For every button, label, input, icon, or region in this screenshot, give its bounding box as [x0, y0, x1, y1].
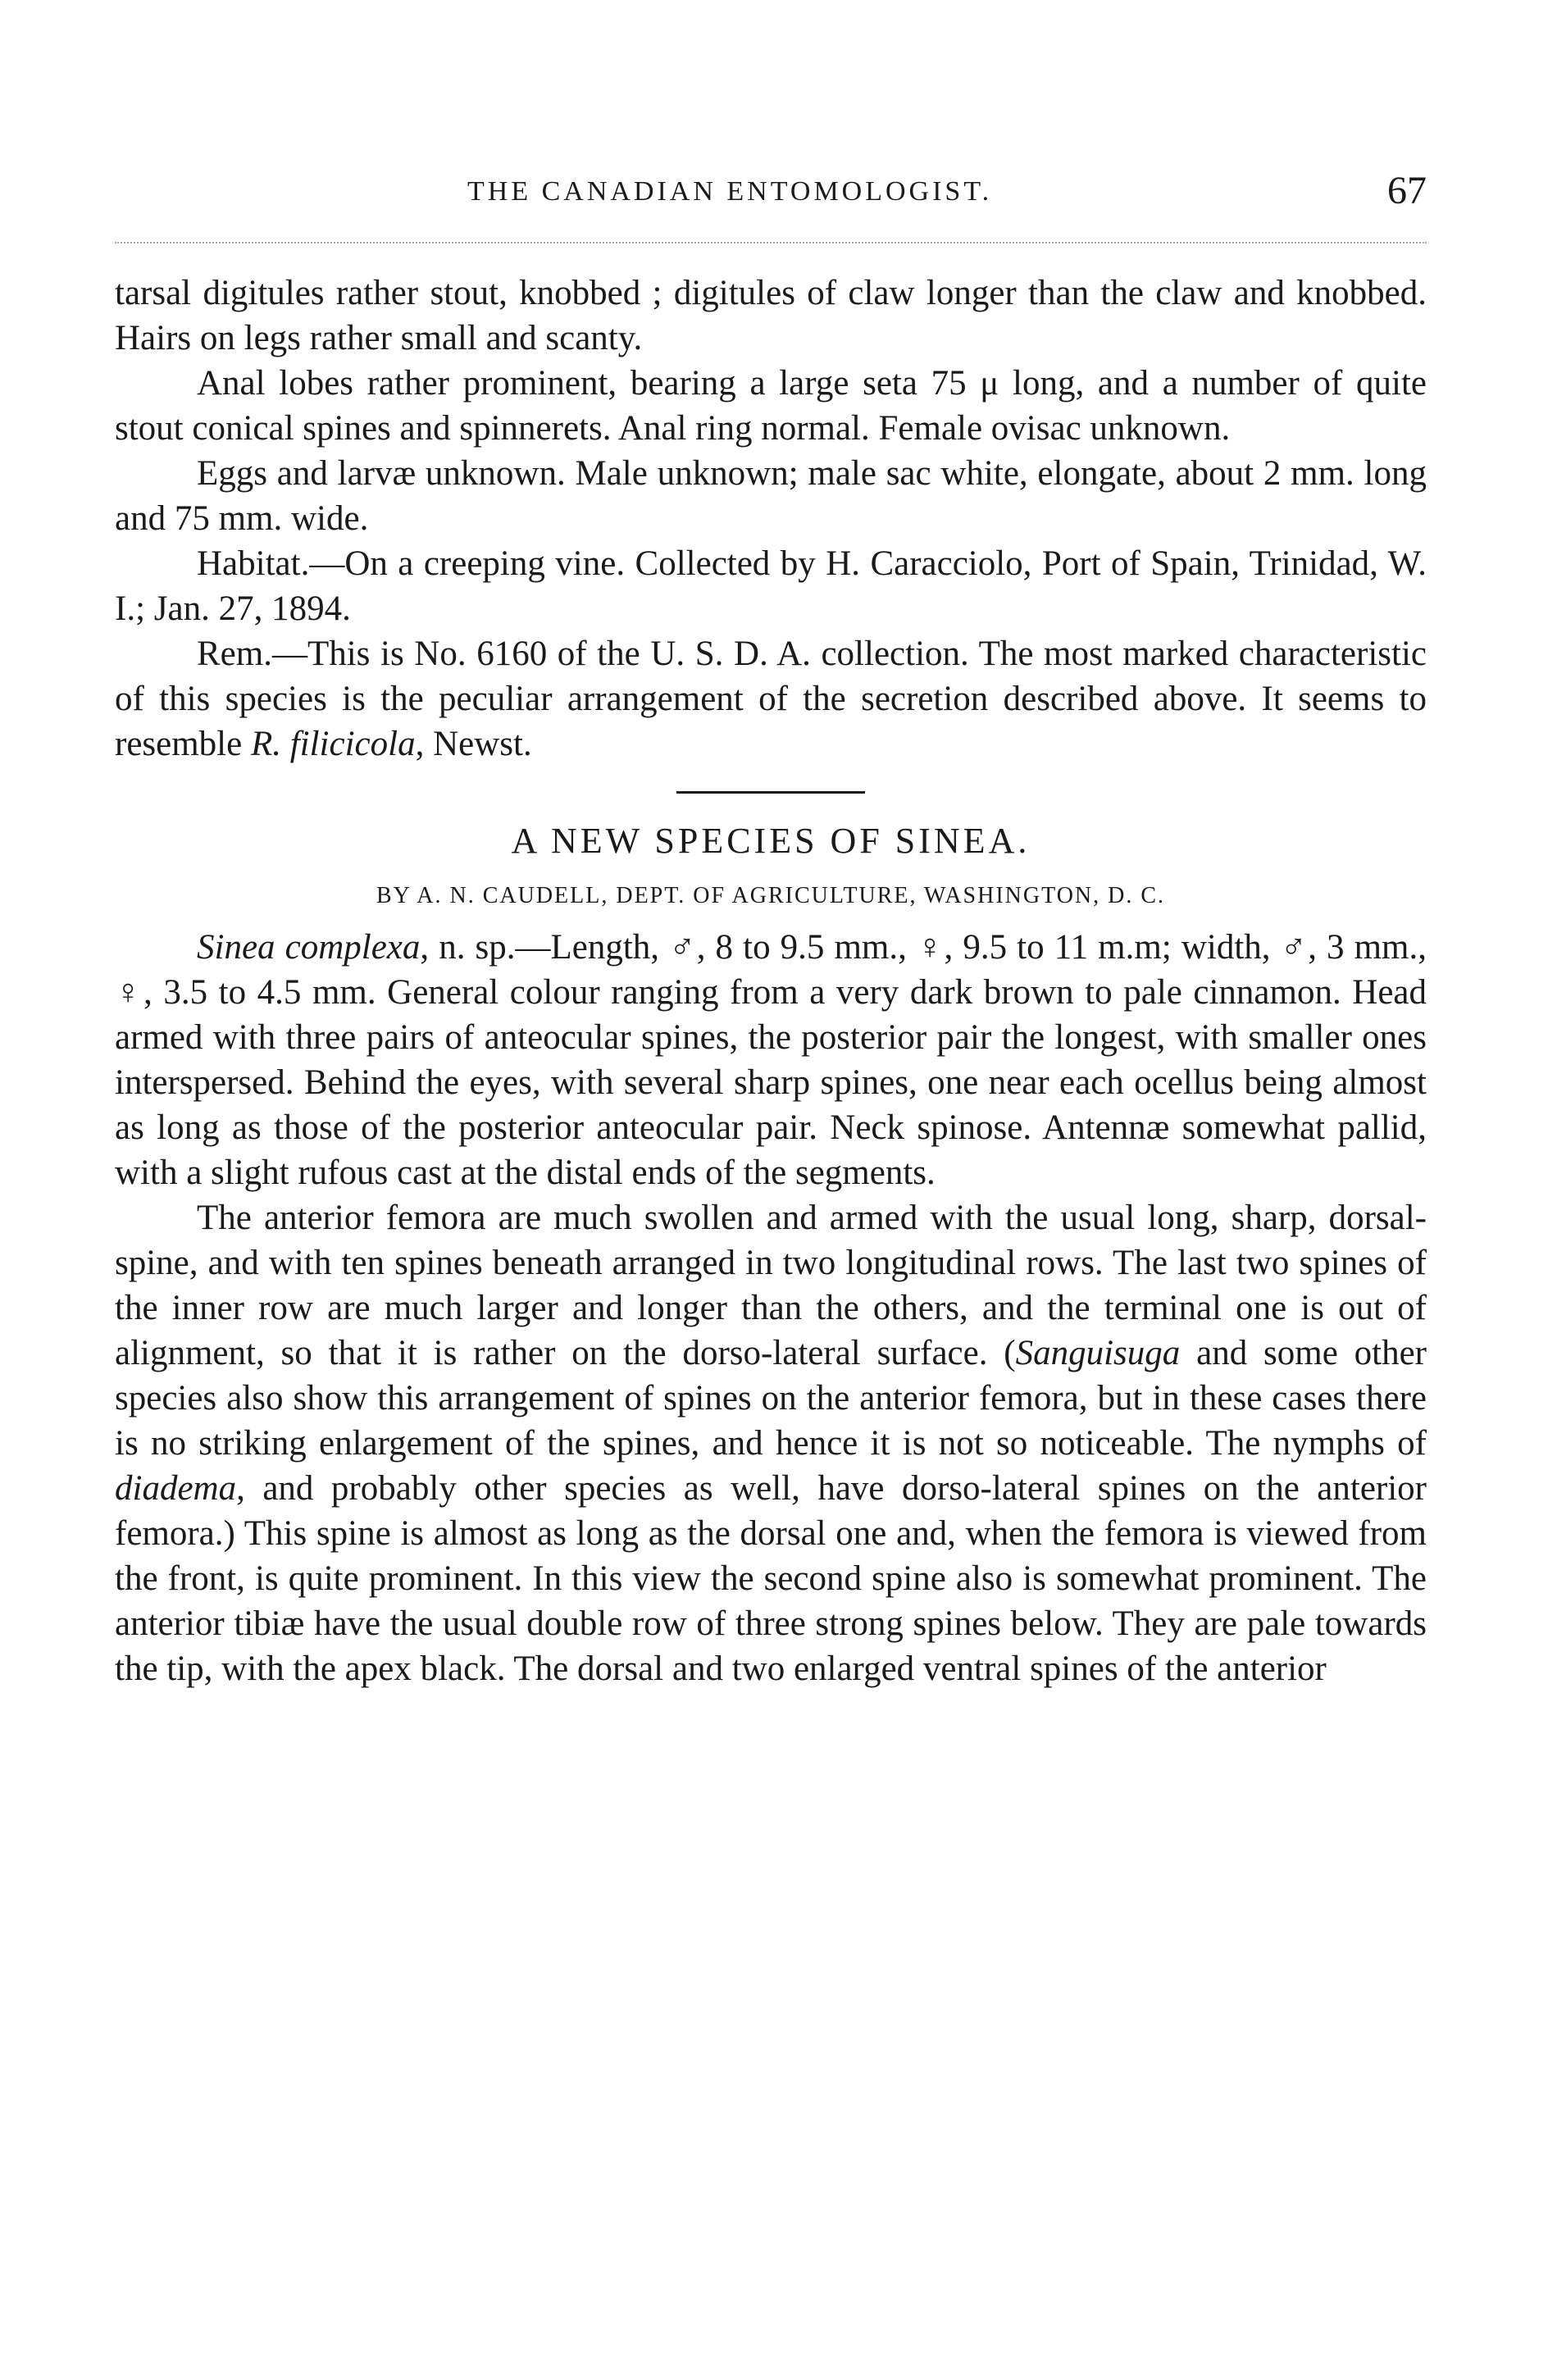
- running-head: [115, 169, 1427, 225]
- article-paragraph-2: [115, 1195, 1427, 1691]
- text-run: Rem.—This is No. 6160 of the U. S. D. A. collection. The most marked characteristic of this species is the peculiar arrangement of the secretion described above. It seems to resemble: [115, 635, 1427, 763]
- continuation-paragraph-1: tarsal digitules rather stout, knobbed ; digitules of claw longer than the claw and knobbed. Hairs on legs rather small and scanty.: [115, 274, 1427, 357]
- header-rule: [115, 242, 1427, 245]
- species-name: diadema: [115, 1469, 237, 1508]
- continuation-paragraph-2: Anal lobes rather prominent, bearing a large seta 75 μ long, and a number of quite stout conical spines and spinnerets. Anal ring normal. Female ovisac unknown.: [115, 364, 1427, 448]
- page: [115, 0, 1427, 2380]
- page-number: 67: [1387, 169, 1427, 212]
- article-byline: BY A. N. CAUDELL, DEPT. OF AGRICULTURE, WASHINGTON, D. C.: [376, 883, 1166, 908]
- body-text: [115, 271, 1427, 1691]
- text-run: , Newst.: [415, 725, 532, 763]
- genus-name: Sanguisuga: [1015, 1334, 1181, 1372]
- text-run: , and probably other species as well, have dorso-lateral spines on the anterior femora.) This spine is almost as long as the dorsal one and, when the femora is viewed from the front, is quite prominent. In this view the second spine also is somewhat prominent. The anterior tibiæ have the usual double row of three strong spines below. They are pale towards the tip, with the apex black. The dorsal and two enlarged ventral spines of the anterior: [115, 1469, 1427, 1688]
- text-run: The anterior femora are much swollen and armed with the usual long, sharp, dorsal-spine, and with ten spines beneath arranged in two longitudinal rows. The last two spines of the inner row are much larger and longer than the others, and the terminal one is out of alignment, so that it is rather on the dorso-lateral surface. (: [115, 1199, 1427, 1372]
- article-title: A NEW SPECIES OF SINEA.: [511, 821, 1031, 861]
- text-run: and some other species also show this arrangement of spines on the anterior femora, but in these cases there is no striking enlargement of the spines, and hence it is not so noticeable. The nymphs of: [115, 1334, 1427, 1463]
- continuation-paragraph-4: Habitat.—On a creeping vine. Collected by H. Caracciolo, Port of Spain, Trinidad, W. I.; Jan. 27, 1894.: [115, 544, 1427, 628]
- species-name: R. filicicola: [250, 725, 416, 763]
- section-divider: [676, 791, 865, 794]
- running-title: THE CANADIAN ENTOMOLOGIST.: [467, 176, 993, 207]
- article-paragraph-1: [115, 925, 1427, 1195]
- continuation-paragraph-5: [115, 631, 1427, 767]
- species-name: Sinea complexa: [197, 928, 421, 967]
- continuation-paragraph-3: Eggs and larvæ unknown. Male unknown; male sac white, elongate, about 2 mm. long and 75 mm. wide.: [115, 454, 1427, 538]
- text-run: , n. sp.—Length, ♂, 8 to 9.5 mm., ♀, 9.5 to 11 m.m; width, ♂, 3 mm., ♀, 3.5 to 4.5 mm. General colour ranging from a very dark brown to pale cinnamon. Head armed with three pairs of anteocular spines, the posterior pair the longest, with smaller ones interspersed. Behind the eyes, with several sharp spines, one near each ocellus being almost as long as those of the posterior anteocular pair. Neck spinose. Antennæ somewhat pallid, with a slight rufous cast at the distal ends of the segments.: [115, 928, 1427, 1192]
